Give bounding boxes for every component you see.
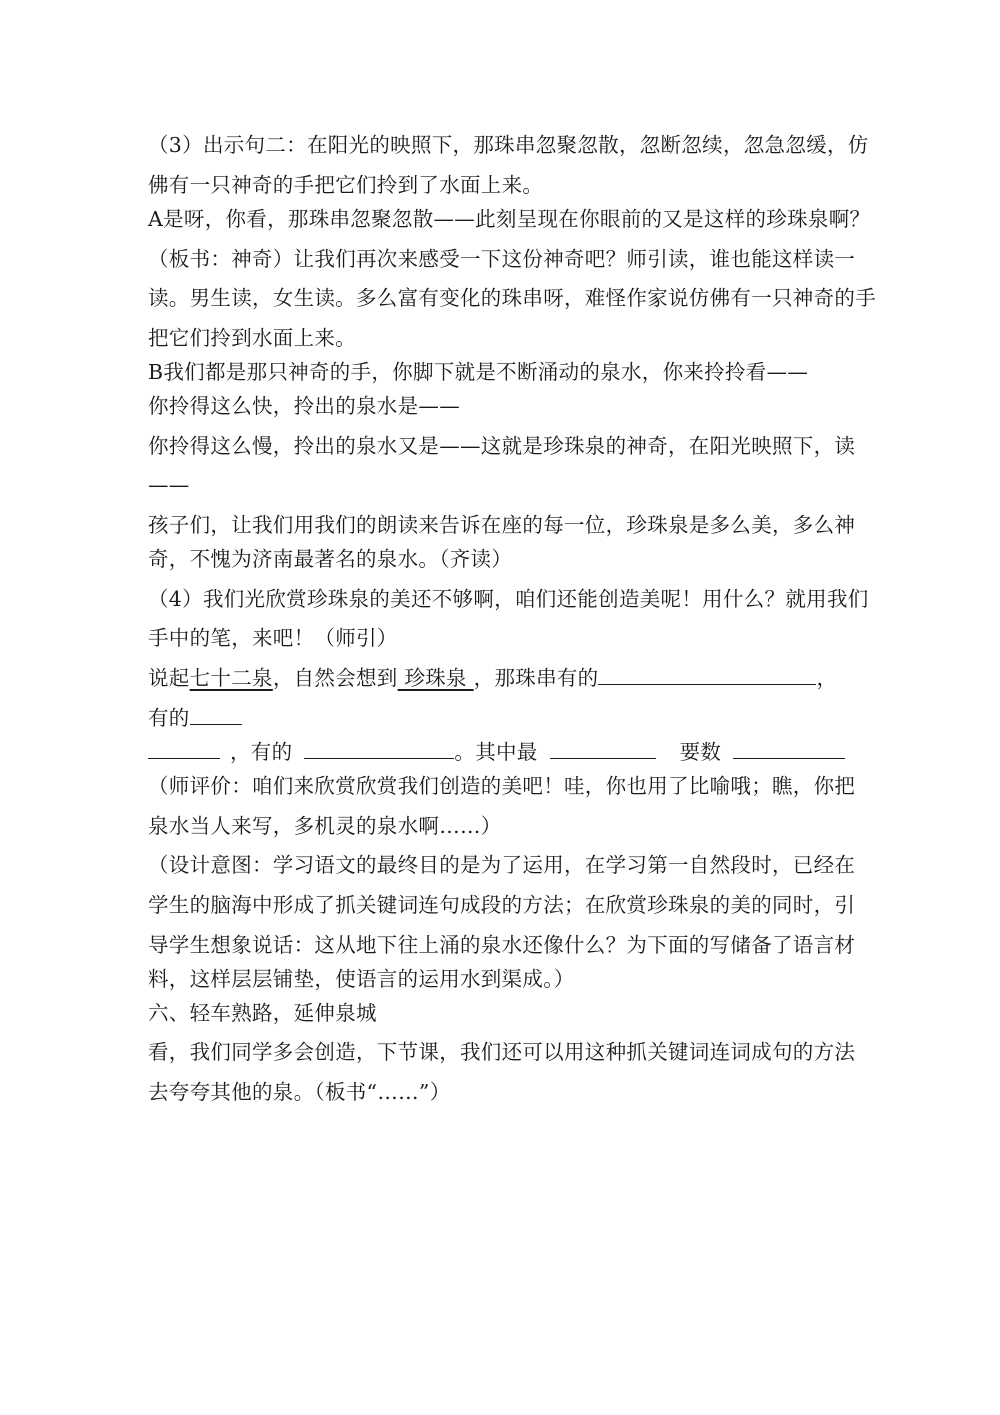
paragraph-line: （4）我们光欣赏珍珠泉的美还不够啊，咱们还能创造美呢！用什么？就用我们 (148, 587, 869, 611)
paragraph-line: （3）出示句二：在阳光的映照下，那珠串忽聚忽散，忽断忽续，忽急忽缓，仿 (148, 133, 869, 157)
fill-in-line-3 (148, 738, 845, 766)
paragraph-line: 你拎得这么快，拎出的泉水是—— (148, 394, 460, 418)
paragraph-line: 读。男生读，女生读。多么富有变化的珠串呀，难怪作家说仿佛有一只神奇的手 (148, 286, 876, 310)
answer-blank[interactable] (304, 738, 454, 759)
paragraph-line: —— (148, 473, 190, 497)
fill-text: 有的 (148, 706, 190, 730)
paragraph-line: （设计意图：学习语文的最终目的是为了运用，在学习第一自然段时，已经在 (148, 853, 856, 877)
paragraph-line: 手中的笔，来吧！（师引） (148, 626, 398, 650)
paragraph-line: B我们都是那只神奇的手，你脚下就是不断涌动的泉水，你来拎拎看—— (148, 360, 809, 384)
fill-text: 。其中最 (454, 740, 538, 764)
paragraph-line: （板书：神奇）让我们再次来感受一下这份神奇吧？师引读，谁也能这样读一 (148, 247, 856, 271)
answer-blank[interactable] (190, 704, 242, 725)
fill-in-line-2 (148, 704, 242, 732)
fill-text: 说起 (148, 666, 190, 690)
paragraph-line: 奇，不愧为济南最著名的泉水。（齐读） (148, 547, 513, 571)
fill-text: 要数 (679, 740, 722, 764)
paragraph-line: 孩子们，让我们用我们的朗读来告诉在座的每一位，珍珠泉是多么美，多么神 (148, 513, 856, 537)
paragraph-line: 料，这样层层铺垫，使语言的运用水到渠成。） (148, 967, 575, 991)
fill-text: ，自然会想到 (272, 666, 398, 690)
paragraph-line: 去夸夸其他的泉。（板书“……”） (148, 1080, 451, 1104)
fill-in-line-1 (148, 664, 837, 692)
paragraph-line: 佛有一只神奇的手把它们拎到了水面上来。 (148, 173, 544, 197)
paragraph-line: 学生的脑海中形成了抓关键词连句成段的方法；在欣赏珍珠泉的美的同时，引 (148, 893, 856, 917)
paragraph-line: A是呀，你看，那珠串忽聚忽散——此刻呈现在你眼前的又是这样的珍珠泉啊？ (148, 207, 871, 231)
underlined-term: 七十二泉 (189, 666, 273, 690)
fill-text: ，那珠串有的 (473, 666, 599, 690)
fill-text: ， (816, 666, 838, 690)
fill-text: ，有的 (230, 740, 293, 764)
paragraph-line: 泉水当人来写，多机灵的泉水啊……） (148, 814, 502, 838)
answer-blank[interactable] (550, 738, 656, 759)
answer-blank[interactable] (733, 738, 845, 759)
answer-blank[interactable] (148, 738, 220, 759)
paragraph-line: （师评价：咱们来欣赏欣赏我们创造的美吧！哇，你也用了比喻哦；瞧，你把 (148, 774, 856, 798)
paragraph-line: 看，我们同学多会创造，下节课，我们还可以用这种抓关键词连词成句的方法 (148, 1040, 856, 1064)
paragraph-line: 导学生想象说话：这从地下往上涌的泉水还像什么？为下面的写储备了语言材 (148, 933, 856, 957)
paragraph-line: 把它们拎到水面上来。 (148, 326, 356, 350)
answer-blank[interactable] (598, 664, 816, 685)
section-heading: 六、轻车熟路，延伸泉城 (148, 1001, 377, 1025)
underlined-term: 珍珠泉 (397, 666, 474, 690)
paragraph-line: 你拎得这么慢，拎出的泉水又是——这就是珍珠泉的神奇，在阳光映照下，读 (148, 434, 856, 458)
